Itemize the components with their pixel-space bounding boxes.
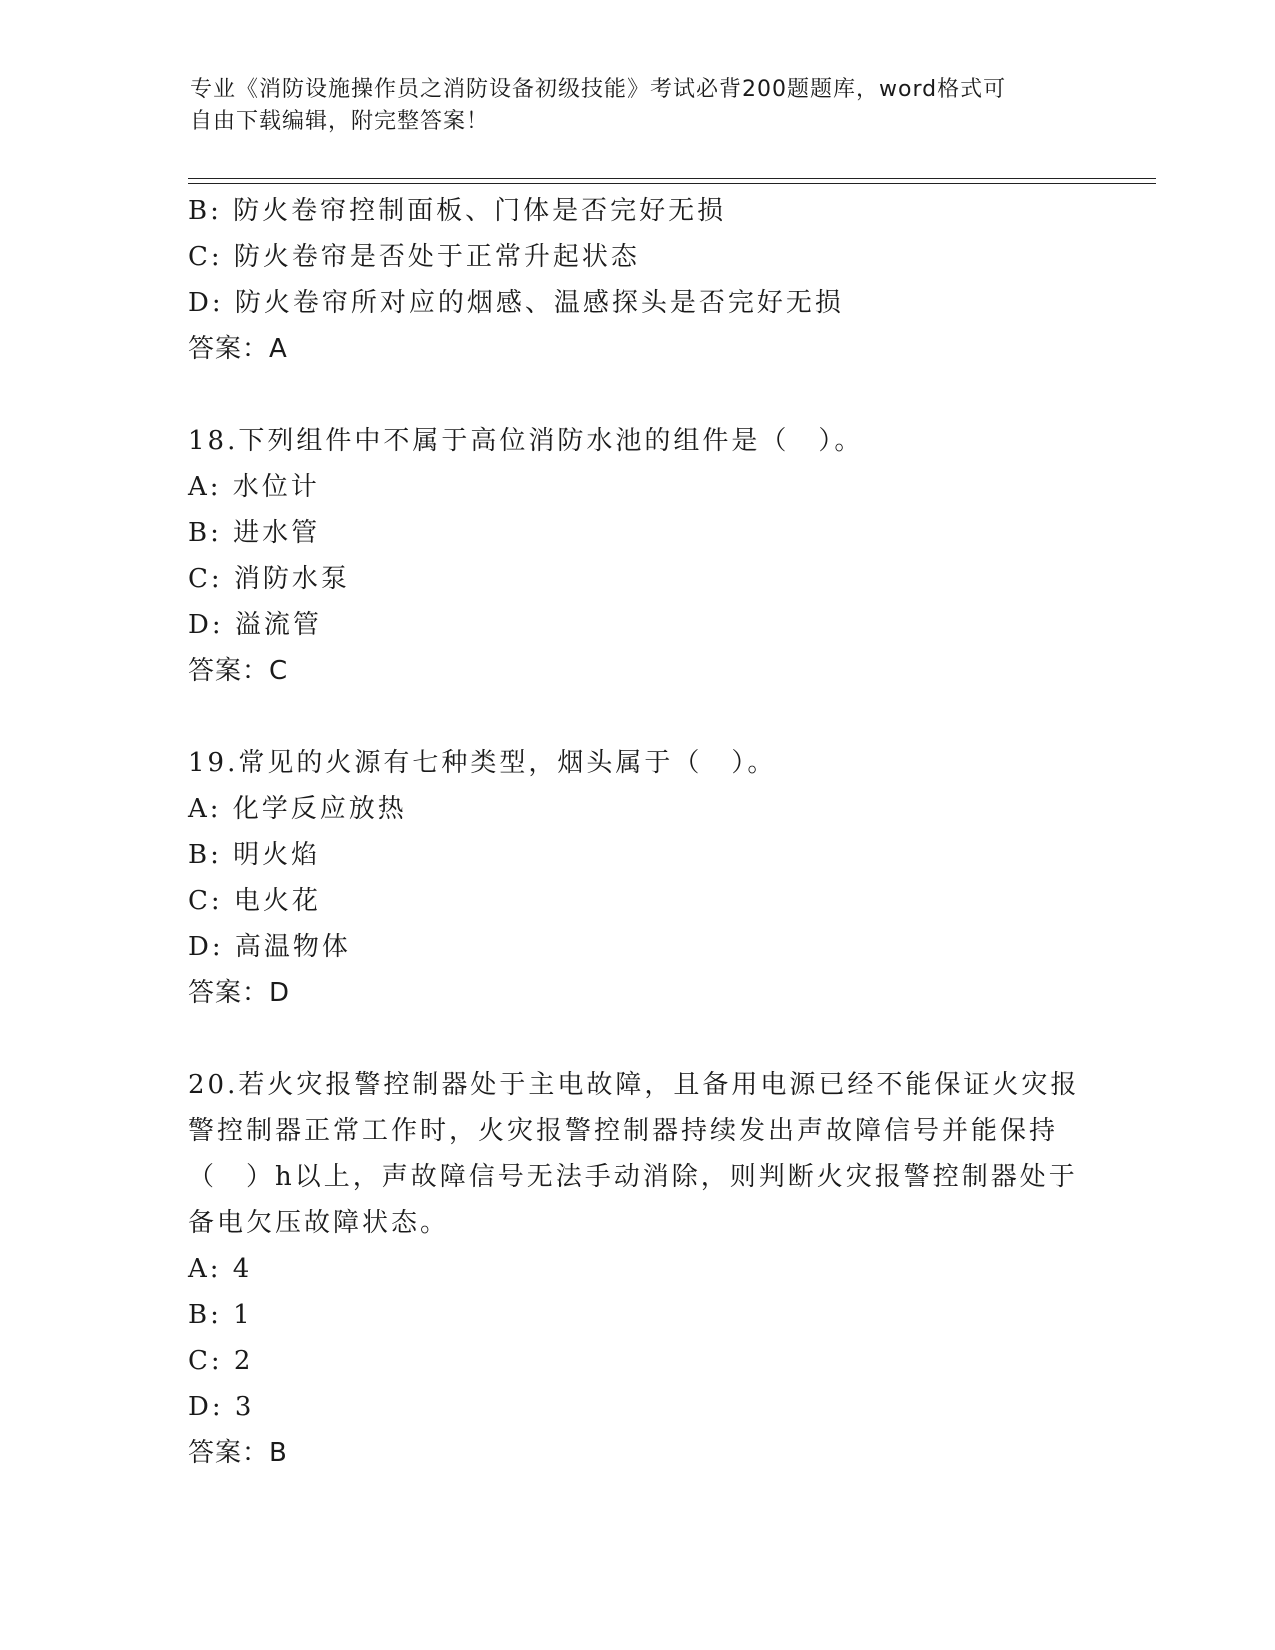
option-d: D: 溢流管 bbox=[188, 610, 322, 640]
question-text-line-1: 20.若火灾报警控制器处于主电故障，且备用电源已经不能保证火灾报 bbox=[188, 1070, 1080, 1100]
question-text-line-3: （ ）h以上，声故障信号无法手动消除，则判断火灾报警控制器处于 bbox=[188, 1162, 1078, 1192]
header-line-2: 自由下载编辑，附完整答案！ bbox=[190, 109, 490, 134]
question-20 bbox=[188, 1062, 1088, 1476]
option-c: C: 防火卷帘是否处于正常升起状态 bbox=[188, 242, 640, 272]
header-divider-bottom bbox=[188, 183, 1156, 184]
question-text-line-2: 警控制器正常工作时，火灾报警控制器持续发出声故障信号并能保持 bbox=[188, 1116, 1059, 1146]
option-b: B: 1 bbox=[188, 1300, 253, 1330]
answer-line: 答案：B bbox=[188, 1438, 288, 1468]
answer-line: 答案：D bbox=[188, 978, 291, 1008]
option-b: B: 防火卷帘控制面板、门体是否完好无损 bbox=[188, 196, 727, 226]
spacer bbox=[188, 1016, 1088, 1062]
option-a: A: 化学反应放热 bbox=[188, 794, 407, 824]
option-d: D: 3 bbox=[188, 1392, 255, 1422]
answer-line: 答案：C bbox=[188, 656, 289, 686]
question-18 bbox=[188, 418, 1088, 694]
question-content bbox=[188, 188, 1088, 1476]
option-d: D: 高温物体 bbox=[188, 932, 351, 962]
question-text-line-4: 备电欠压故障状态。 bbox=[188, 1208, 450, 1238]
option-a: A: 水位计 bbox=[188, 472, 320, 502]
option-c: C: 2 bbox=[188, 1346, 254, 1376]
option-c: C: 电火花 bbox=[188, 886, 321, 916]
header-divider-top bbox=[188, 178, 1156, 179]
spacer bbox=[188, 372, 1088, 418]
header-line-1: 专业《消防设施操作员之消防设备初级技能》考试必背200题题库，word格式可 bbox=[190, 77, 1007, 102]
option-c: C: 消防水泵 bbox=[188, 564, 350, 594]
option-a: A: 4 bbox=[188, 1254, 253, 1284]
question-text: 19.常见的火源有七种类型，烟头属于（ ）。 bbox=[188, 748, 777, 778]
answer-line: 答案：A bbox=[188, 334, 288, 364]
spacer bbox=[188, 694, 1088, 740]
question-17-continued bbox=[188, 188, 1088, 372]
option-b: B: 明火焰 bbox=[188, 840, 321, 870]
option-b: B: 进水管 bbox=[188, 518, 321, 548]
option-d: D: 防火卷帘所对应的烟感、温感探头是否完好无损 bbox=[188, 288, 844, 318]
question-text: 18.下列组件中不属于高位消防水池的组件是（ ）。 bbox=[188, 426, 864, 456]
document-header bbox=[190, 74, 1090, 138]
question-19 bbox=[188, 740, 1088, 1016]
